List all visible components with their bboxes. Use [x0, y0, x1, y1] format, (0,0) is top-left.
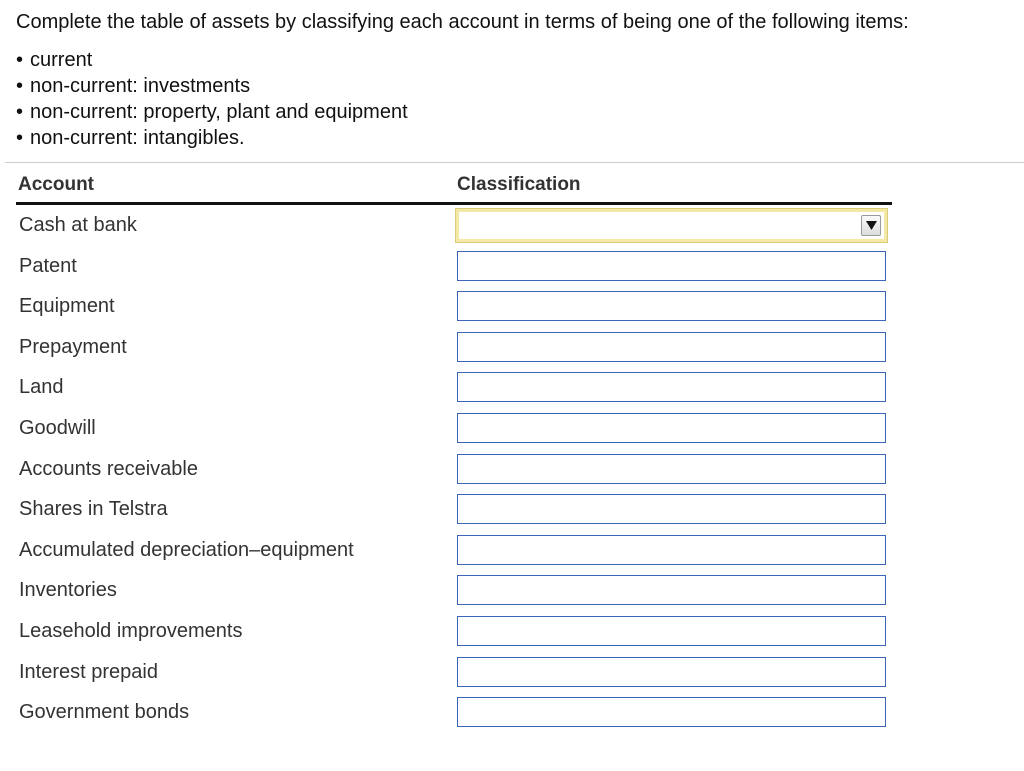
table-row [16, 327, 892, 368]
chevron-down-icon [866, 221, 877, 231]
account-name: Patent [19, 254, 77, 277]
account-name: Leasehold improvements [19, 619, 243, 642]
account-name: Prepayment [19, 335, 127, 358]
bullet-icon: • [16, 101, 24, 123]
bullet-icon: • [16, 75, 24, 97]
account-name: Goodwill [19, 416, 96, 439]
classification-select[interactable] [457, 657, 886, 687]
bullet-icon: • [16, 127, 24, 149]
account-name: Equipment [19, 295, 115, 318]
account-name: Government bonds [19, 701, 190, 724]
account-name: Inventories [19, 579, 117, 602]
classification-select[interactable] [457, 251, 886, 281]
table-row [16, 367, 892, 408]
classification-select[interactable] [457, 332, 886, 362]
option-item [16, 99, 1016, 125]
asset-classification-table [16, 168, 892, 733]
classification-select[interactable] [457, 616, 886, 646]
column-header-account: Account [18, 174, 94, 195]
classification-options-list [16, 47, 1016, 151]
table-row [16, 489, 892, 530]
account-name: Land [19, 376, 64, 399]
table-row [16, 570, 892, 611]
table-row [16, 652, 892, 693]
table-row [16, 286, 892, 327]
option-item [16, 125, 1016, 151]
classification-select[interactable] [457, 413, 886, 443]
account-name: Accumulated depreciation–equipment [19, 538, 354, 561]
table-header [16, 168, 892, 205]
section-divider [5, 162, 1024, 163]
table-row [16, 408, 892, 449]
option-label: non-current: property, plant and equipment [30, 101, 408, 123]
classification-select[interactable] [457, 454, 886, 484]
dropdown-button[interactable] [861, 215, 881, 236]
classification-select[interactable] [456, 209, 887, 242]
option-label: non-current: intangibles. [30, 127, 245, 149]
account-name: Accounts receivable [19, 457, 198, 480]
table-row [16, 611, 892, 652]
classification-select[interactable] [457, 535, 886, 565]
option-label: current [30, 49, 93, 71]
option-label: non-current: investments [30, 75, 251, 97]
option-item [16, 73, 1016, 99]
account-name: Interest prepaid [19, 660, 158, 683]
column-header-classification: Classification [457, 174, 581, 195]
bullet-icon: • [16, 49, 24, 71]
classification-select[interactable] [457, 697, 886, 727]
option-item [16, 47, 1016, 73]
account-name: Cash at bank [19, 214, 137, 236]
account-name: Shares in Telstra [19, 498, 168, 521]
table-row [16, 205, 892, 246]
table-row [16, 692, 892, 733]
table-row [16, 246, 892, 287]
classification-select[interactable] [457, 575, 886, 605]
table-row [16, 449, 892, 490]
classification-select[interactable] [457, 494, 886, 524]
instructions [16, 9, 1016, 151]
classification-select[interactable] [457, 372, 886, 402]
instructions-prompt: Complete the table of assets by classifying each account in terms of being one of the following items: [16, 11, 909, 33]
classification-select[interactable] [457, 291, 886, 321]
table-row [16, 530, 892, 571]
